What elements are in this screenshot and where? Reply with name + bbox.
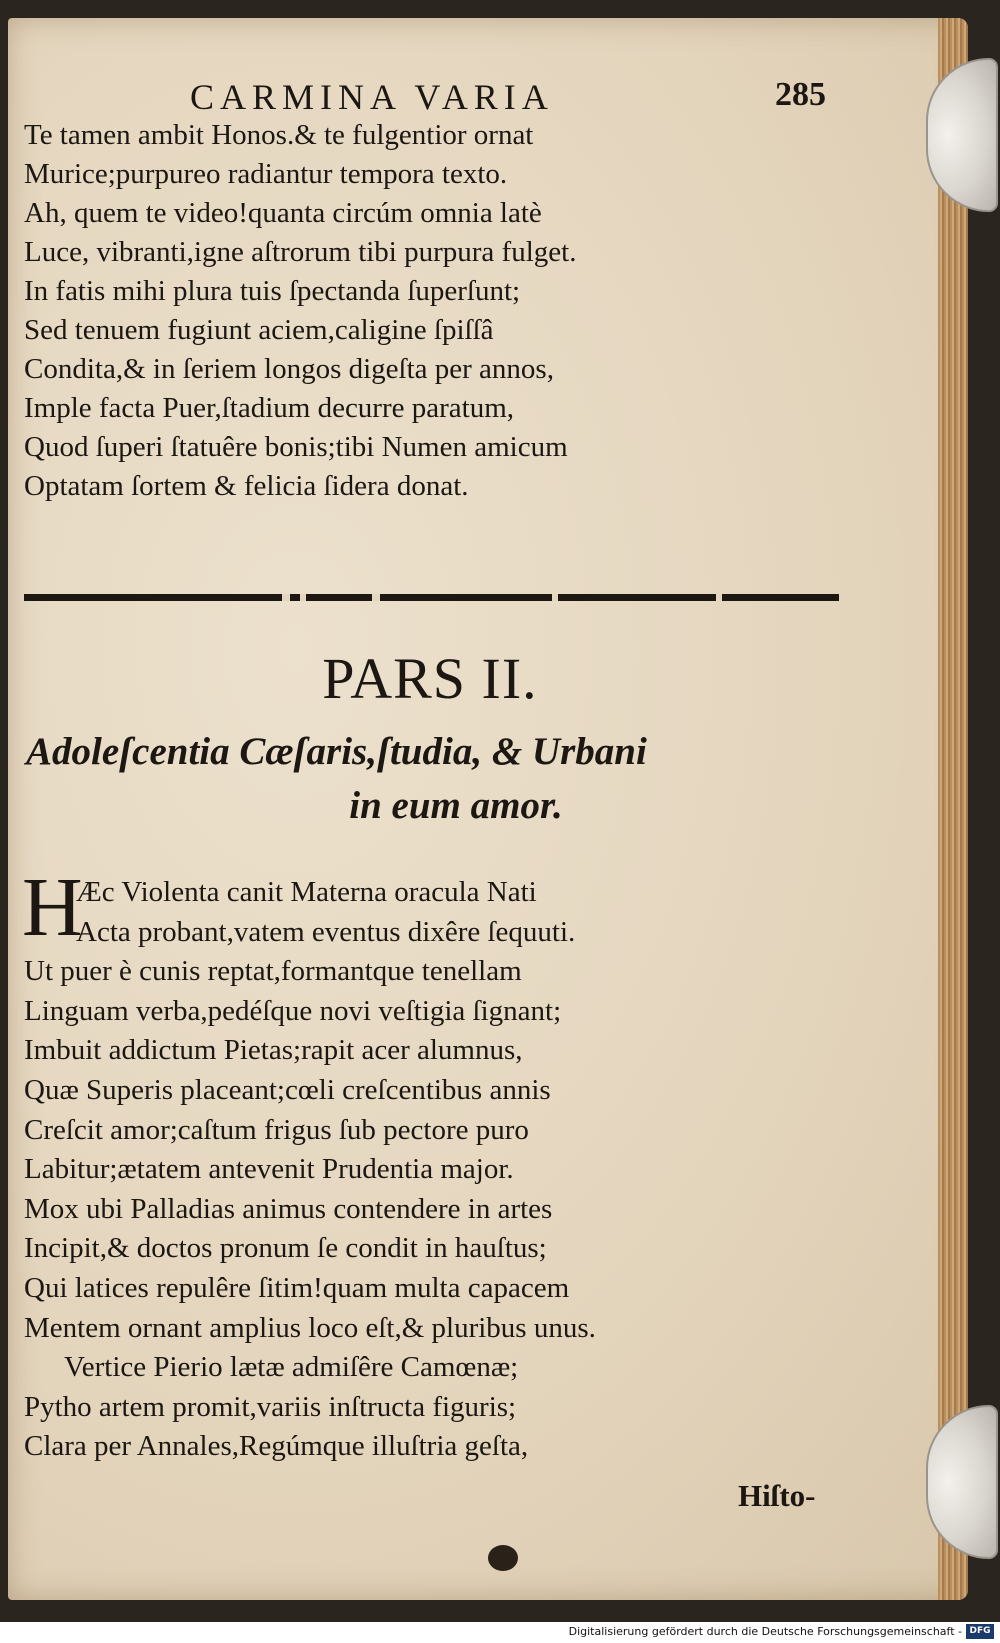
subtitle-line: in eum amor. — [349, 784, 563, 827]
text-line: Mentem ornant amplius loco eſt,& pluribus unus. — [24, 1311, 596, 1344]
section-subtitle — [26, 725, 856, 833]
text-line: Ah, quem te video!quanta circúm omnia latè — [24, 197, 542, 229]
rule-gap — [552, 594, 558, 601]
text-line: Quæ Superis placeant;cœli creſcentibus annis — [24, 1073, 551, 1106]
text-line: Quod ſuperi ſtatuêre bonis;tibi Numen amicum — [24, 431, 568, 463]
footer-credit: Digitalisierung gefördert durch die Deutsche Forschungsgemeinschaft - — [568, 1625, 962, 1638]
rule-gap — [372, 594, 380, 601]
text-line: Te tamen ambit Honos.& te fulgentior ornat — [24, 119, 534, 151]
text-line: Acta probant,vatem eventus dixêre ſequuti. — [76, 915, 576, 948]
text-line: Creſcit amor;caſtum frigus ſub pectore puro — [24, 1113, 529, 1146]
section-one-text — [24, 116, 884, 506]
page-number: 285 — [775, 76, 826, 113]
text-line: Incipit,& doctos pronum ſe condit in hauſtus; — [24, 1232, 547, 1265]
text-line: Clara per Annales,Regúmque illuſtria geſta, — [24, 1430, 529, 1463]
text-line: Vertice Pierio lætæ admiſêre Camœnæ; — [64, 1351, 519, 1384]
text-line: Ut puer è cunis reptat,formantque tenellam — [24, 955, 522, 988]
text-line: Qui latices repulêre ſitim!quam multa capacem — [24, 1271, 570, 1304]
subtitle-line: Adoleſcentia Cæſaris,ſtudia, & Urbani — [26, 730, 647, 773]
text-line: Imbuit addictum Pietas;rapit acer alumnus, — [24, 1034, 523, 1067]
text-line: Optatam ſortem & felicia ſidera donat. — [24, 470, 469, 502]
text-line: Æc Violenta canit Materna oracula Nati — [76, 876, 537, 908]
text-line: Labitur;ætatem antevenit Prudentia major. — [24, 1153, 514, 1186]
section-two-text — [24, 873, 884, 1467]
text-line: Luce, vibranti,igne aſtrorum tibi purpura fulget. — [24, 236, 577, 268]
section-title: PARS II. — [322, 646, 538, 711]
text-line: Condita,& in ſeriem longos digeſta per annos, — [24, 353, 554, 385]
dfg-logo-icon: DFG — [966, 1624, 994, 1639]
running-head: CARMINA VARIA — [190, 77, 554, 117]
text-line: Sed tenuem fugiunt aciem,caligine ſpiſſâ — [24, 314, 494, 346]
page-edge — [938, 18, 968, 1600]
text-line: In fatis mihi plura tuis ſpectanda ſuperſunt; — [24, 275, 521, 307]
rule-gap — [282, 594, 290, 601]
rule-gap — [300, 594, 306, 601]
text-line: Imple facta Puer,ſtadium decurre paratum, — [24, 392, 515, 424]
catchword: Hiſto- — [738, 1478, 816, 1513]
rule-gap — [716, 594, 722, 601]
text-line: Linguam verba,pedéſque novi veſtigia ſignant; — [24, 994, 562, 1027]
text-line: Murice;purpureo radiantur tempora texto. — [24, 158, 508, 190]
drop-cap: H — [22, 861, 83, 954]
text-line: Pytho artem promit,variis inſtructa figuris; — [24, 1390, 517, 1423]
ink-smudge — [488, 1545, 518, 1571]
text-line: Mox ubi Palladias animus contendere in artes — [24, 1192, 553, 1225]
